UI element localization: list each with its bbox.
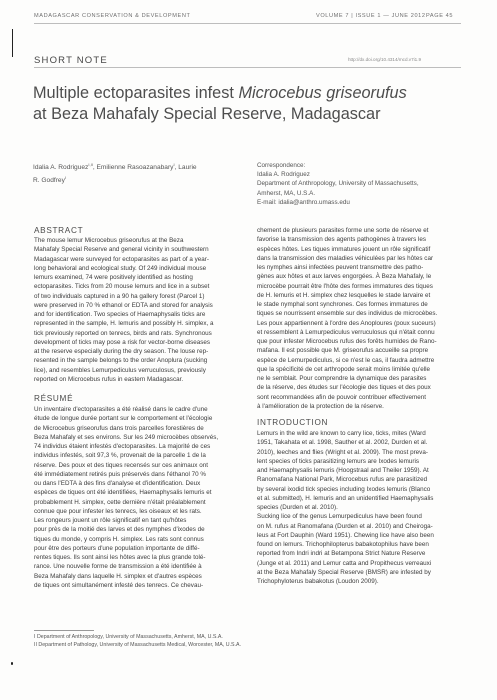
correspondence bbox=[257, 161, 467, 207]
text-line: rance. Une nouvelle forme de transmission a été identifiée à bbox=[34, 563, 202, 571]
resume-heading: RÉSUMÉ bbox=[34, 394, 74, 403]
text-line: individus infestés, soit 97,3 %, provenait de la parcelle 1 de la bbox=[34, 452, 206, 460]
text-line: long behavioral and ecological study. Of 249 individual mouse bbox=[34, 264, 207, 272]
binding-mark bbox=[12, 29, 13, 57]
page-number: PAGE 45 bbox=[426, 13, 454, 19]
text-line: Ranomafana National Park, Microcebus rufus are parasitized bbox=[257, 476, 428, 484]
text-line: favorise la transmission des agents pathogènes à travers les bbox=[257, 236, 427, 244]
text-line: lent species of ticks parasitizing lemurs are Ixodes lemuris bbox=[257, 457, 420, 465]
text-line: Beza Mahafaly et ses environs. Sur les 249 microcèbes observés, bbox=[34, 433, 219, 441]
text-line: connue que pour infester les tenrecs, les oiseaux et les rats. bbox=[34, 507, 202, 515]
text-line: de Microcebus griseorufus dans trois parcelles forestières de bbox=[34, 424, 204, 432]
text-line: Trichophyloterus babakotus (Loudon 2009). bbox=[257, 578, 379, 585]
issue-info: VOLUME 7 | ISSUE 1 — JUNE 2012 bbox=[316, 13, 426, 19]
text-line: ne le semblait. Pour comprendre la dynamique des parasites bbox=[257, 375, 427, 382]
text-line: et ressemblent à Lemurpediculus verruculosus qui n'était connu bbox=[257, 328, 435, 336]
text-line: ou dans l'EDTA à des fins d'analyse et d'identification. Deux bbox=[34, 480, 201, 487]
text-line: espèces de tiques ont été identifiées, Haemaphysalis lemuris et bbox=[34, 489, 212, 497]
header-rule bbox=[34, 23, 461, 24]
text-line: chement de plusieurs parasites forme une sorte de réserve et bbox=[257, 227, 429, 234]
text-line: Les rongeurs jouent un rôle significatif en tant qu'hôtes bbox=[34, 517, 187, 524]
text-line: que la spécificité de cet arthropode serait moins limitée qu'elle bbox=[257, 365, 431, 373]
resume-continued bbox=[257, 226, 463, 411]
text-line: Lemurs in the wild are known to carry lice, ticks, mites (Ward bbox=[257, 430, 426, 437]
correspondence-line: Amherst, MA, U.S.A. bbox=[257, 189, 316, 197]
text-line: été immédiatement retirés puis préservés dans l'éthanol 70 % bbox=[34, 470, 207, 478]
text-line: Madagascar were surveyed for ectoparasites as part of a year- bbox=[34, 255, 209, 263]
text-line: represented in the sample, H. lemuris and possibly H. simplex, a bbox=[34, 320, 214, 328]
text-line: found on lemurs. Trichophilopterus babakotophilus have been bbox=[257, 541, 429, 548]
text-line: à l'amélioration de la protection de la réserve. bbox=[257, 402, 384, 410]
text-line: Un inventaire d'ectoparasites a été réalisé dans le cadre d'une bbox=[34, 406, 208, 413]
text-line: rentes tiques. Ils sont ainsi les hôtes avec la plus grande tolé- bbox=[34, 554, 206, 561]
text-line: pour près de la moitié des larves et des nymphes d'ixodes de bbox=[34, 526, 205, 534]
text-line: of two individuals captured in a 90 ha gallery forest (Parcel 1) bbox=[34, 292, 205, 300]
text-line: species (Durden et al. 2010). bbox=[257, 504, 338, 511]
text-line: Les poux appartiennent à l'ordre des Anoploures (poux suceurs) bbox=[257, 319, 436, 327]
correspondence-email[interactable]: E-mail: idalia@anthro.umass.edu bbox=[257, 198, 350, 206]
text-line: le stade nymphal sont synchrones. Ces formes immatures de bbox=[257, 301, 428, 308]
resume-body bbox=[34, 405, 240, 590]
correspondence-line: Idalia A. Rodriguez bbox=[257, 171, 310, 179]
abstract-heading: ABSTRACT bbox=[34, 226, 84, 235]
text-line: mafana. Il est possible que M. griseorufus accueille sa propre bbox=[257, 347, 429, 355]
footnotes bbox=[34, 634, 454, 649]
introduction-body bbox=[257, 429, 463, 586]
text-line: pour être des porteurs d'une population importante de diffé- bbox=[34, 544, 200, 552]
text-line: dans la transmission des maladies véhiculées par les hôtes car bbox=[257, 254, 434, 262]
article-title bbox=[33, 83, 407, 125]
text-line: Beza Mahafaly dans laquelle H. simplex et d'autres espèces bbox=[34, 572, 202, 580]
text-line: development of ticks may pose a risk for vector-borne diseases bbox=[34, 338, 211, 346]
abstract-body bbox=[34, 236, 240, 384]
text-line: les nymphes ainsi infectées peuvent transmettre des patho- bbox=[257, 264, 424, 271]
correspondence-label: Correspondence: bbox=[257, 162, 306, 169]
text-line: et al. submitted), H. lemuris and an unidentified Haemaphysalis bbox=[257, 494, 434, 502]
article-type-rule bbox=[34, 67, 461, 68]
text-line: que pour infester Microcebus rufus des forêts humides de Rano- bbox=[257, 338, 437, 345]
text-line: Mahafaly Special Reserve and general vicinity in southwestern bbox=[34, 246, 209, 254]
text-line: (Junge et al. 2011) and Lemur catta and Propithecus verreauxi bbox=[257, 559, 432, 567]
text-line: tick previously reported on tenrecs, birds and rats. Synchronous bbox=[34, 329, 212, 337]
text-line: étude de longue durée portant sur le comportement et l'écologie bbox=[34, 415, 213, 423]
correspondence-line: Department of Anthropology, University of Massachusetts, bbox=[257, 180, 419, 188]
text-line: , Emilienne Rasoazanabary bbox=[92, 164, 174, 172]
text-line: de la réserve, des études sur l'écologie des tiques et des poux bbox=[257, 384, 431, 392]
text-line: lice), and resembles Lemurpediculus verruculosus, previously bbox=[34, 366, 206, 374]
text-line: de tiques ont simultanément infesté des tenrecs. Ce chevau- bbox=[34, 581, 204, 589]
text-line: Sucking lice of the genus Lemurpediculus have been found bbox=[257, 513, 422, 521]
text-line: ectoparasites. Ticks from 20 mouse lemurs and lice in a subset bbox=[34, 283, 210, 291]
text-line: and for identification. Two species of Haemaphysalis ticks are bbox=[34, 311, 206, 318]
journal-name: MADAGASCAR CONSERVATION & DEVELOPMENT bbox=[34, 13, 191, 19]
text-line: microcèbe pourrait être l'hôte des formes immatures des tiques bbox=[257, 282, 433, 290]
text-line: at the reserve especially during the dry season. The louse rep- bbox=[34, 348, 209, 355]
doi-link[interactable]: http://dx.doi.org/10.4314/mcd.v7i1.9 bbox=[348, 57, 422, 62]
text-line: were preserved in 70 % ethanol or EDTA and stored for analysis bbox=[34, 301, 213, 309]
text-line: 74 individus étaient infestés d'ectoparasites. La majorité de ces bbox=[34, 443, 211, 450]
text-line: R. Godfrey bbox=[33, 176, 65, 184]
text-line: and Haemaphysalis lemuris (Hoogstraal and Theiler 1959). At bbox=[257, 467, 429, 474]
text-line: I bbox=[64, 174, 67, 180]
text-line: 1951, Takahata et al. 1998, Sauther et al. 2002, Durden et al. bbox=[257, 439, 428, 447]
text-line: reported on Microcebus rufus in eastern Madagascar. bbox=[34, 375, 184, 383]
text-line: tiques du monde, y compris H. simplex. Les rats sont connus bbox=[34, 535, 204, 543]
text-line: leus at Fort Dauphin (Ward 1951). Chewing lice have also been bbox=[257, 531, 434, 539]
title-line-2: at Beza Mahafaly Special Reserve, Madagascar bbox=[33, 105, 381, 123]
article-type: SHORT NOTE bbox=[34, 55, 108, 66]
text-line: at the Beza Mahafaly Special Reserve (BMSR) are infested by bbox=[257, 568, 431, 576]
text-line: 2010), leeches and flies (Wright et al. 2009). The most preva- bbox=[257, 448, 428, 456]
footnote: I Department of Anthropology, University of Massachusetts, Amherst, MA, U.S.A. bbox=[34, 634, 223, 640]
text-line: I,II bbox=[88, 162, 93, 167]
footnote-rule bbox=[34, 630, 94, 631]
text-line: réserve. Des poux et des tiques recensés sur ces animaux ont bbox=[34, 461, 208, 469]
text-line: I bbox=[173, 162, 175, 167]
binding-mark bbox=[11, 662, 13, 665]
text-line: The mouse lemur Microcebus griseorufus at the Beza bbox=[34, 237, 184, 244]
text-line: tiques se nourrissent ensemble sur des individus de microcèbes. bbox=[257, 310, 438, 318]
text-line: Idalia A. Rodriguez bbox=[33, 164, 89, 172]
text-line: reported from Indri indri at Betampona Strict Nature Reserve bbox=[257, 550, 426, 558]
text-line: gènes aux hôtes et aux larves engorgées. À Beza Mahafaly, le bbox=[257, 273, 432, 281]
text-line: espèces hôtes. Les tiques immatures jouent un rôle significatif bbox=[257, 245, 431, 253]
text-line: de H. lemuris et H. simplex chez lesquelles le stade larvaire et bbox=[257, 291, 431, 299]
text-line: resented in the sample belongs to the order Anoplura (sucking bbox=[34, 357, 208, 365]
title-species: Microcebus griseorufus bbox=[238, 84, 407, 102]
text-line: , Laurie bbox=[174, 164, 197, 172]
title-line-1: Multiple ectoparasites infest bbox=[33, 84, 239, 102]
authors bbox=[33, 160, 233, 186]
text-line: lemurs examined, 74 were positively identified as hosting bbox=[34, 274, 193, 281]
text-line: sont recommandées afin de pouvoir contribuer effectivement bbox=[257, 393, 426, 401]
text-line: on M. rufus at Ranomafana (Durden et al. 2010) and Cheiroga- bbox=[257, 522, 433, 530]
text-line: espèce de Lemurpediculus, si ce n'est le cas, il faudra admettre bbox=[257, 356, 435, 364]
introduction-heading: INTRODUCTION bbox=[257, 418, 329, 427]
text-line: by several ixodid tick species including Ixodes lemuris (Blanco bbox=[257, 485, 431, 493]
footnote: II Department of Pathology, University of Massachusetts Medical, Worcester, MA, U.S.A. bbox=[34, 641, 242, 648]
text-line: probablement H. simplex, cette dernière n'était préalablement bbox=[34, 498, 206, 506]
